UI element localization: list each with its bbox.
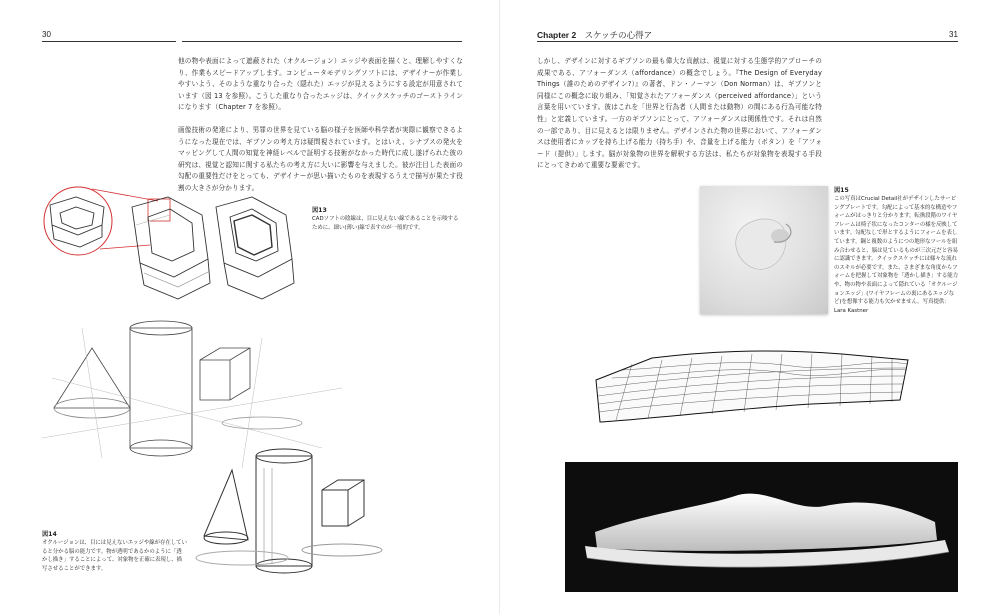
shaded-sketch: [196, 449, 382, 573]
body-text-left: [178, 56, 463, 195]
mesh-outline: [596, 351, 908, 422]
page-number-right: 31: [949, 30, 958, 39]
zoom-line-bottom: [100, 245, 150, 249]
plate-dimple: [700, 186, 828, 314]
page-number-left: 30: [42, 30, 51, 39]
plate-render-photo: [565, 462, 958, 592]
fig14-label: 図14: [42, 531, 57, 538]
fig15-caption-text: この写真はCrucial Detail社がデザインしたサービングプレートです。勾配によって基本的な構造やフォームがはっきりと分かります。転換段階のワイヤフレームは椅子状になったコンターの様を反映しています。勾配なしで形とするようにフォームを表しています。鋼と複数のようにつの地形なツールを組み合わせると、脳は見ているものが三次元だと容易に認識できます。クイックスケッチには様々な流れのスキルが必要です。また、さまざまな角度からフォームを把握して対象物を「透かし描き」する能力や、物の物や表面によって隠れている「オクルージョンエッジ」(ワイヤフレームの裏にあるエッジなど)を想像する能力も欠かせません。写真提供：Lara Kastner: [834, 196, 958, 314]
cad-block-2: [216, 197, 294, 299]
wireframe-sketch: [42, 321, 342, 468]
fig13-label: 図13: [312, 207, 327, 214]
fig15-plate-photo: [700, 186, 828, 314]
body-text-right: [537, 56, 822, 172]
fig13-caption-text: CADソフトの陰線は、目に見えない線であることを示唆するために、細い(薄い)線で表すのが一般的です。: [312, 216, 459, 231]
zoom-circle: [44, 187, 112, 255]
right-page: [500, 0, 1000, 614]
chapter-title: スケッチの心得ア: [584, 30, 653, 40]
fig13-illustration: [40, 185, 310, 305]
wireframe-mesh: [592, 338, 912, 428]
paragraph-2: 画像技術の発達により、男罪の世界を見ている脳の様子を医師や科学者が実際に観察できるようになった現在では、ギブソンの考え方は疑問視されています。とはいえ、シナプスの発火をマッピングして人間の知覚を神経レベルで証明する技術がなかった時代に成し遂げられた彼の研究は、視覚と認知に関する私たちの考え方に大いに影響を与えました。彼が注目した表面の勾配の重要性だけをとっても、デザイナーが思い描いたものを表現するうえで描写が果たす役割の大きさが分かります。: [178, 125, 463, 192]
chapter-heading: [537, 29, 652, 41]
header-rule-left: [42, 41, 176, 42]
header-rule-left-text: [182, 41, 462, 42]
fig14-caption-text: オクルージョンは、目には見えないエッジや線が存在していると分かる脳の能力です。物が透明であるかのように「透かし描き」することによって、対象物を正確に表現し、描写させることができます。: [42, 540, 187, 572]
fig15-caption: [834, 186, 960, 315]
fig13-caption: [312, 206, 462, 232]
chapter-label: Chapter 2: [537, 30, 577, 40]
header-rule-right-end: [835, 41, 958, 42]
fig14-caption: [42, 530, 187, 573]
paragraph-3: しかし、デザインに対するギブソンの最も偉大な貢献は、視覚に対する生態学的アプローチの成果である、アフォーダンス（affordance）の概念でしょう。『The Design of Everyday Things（誰のためのデザイン?）』の著者、ドン・ノーマン（Don Norman）は、ギブソンと同様にこの概念に取り組み、「知覚されたアフォーダンス（perceived affordance）」という言葉を用いています。彼はこれを「世界と行為者（人間または動物）の間にある行為可能な特性」と定義しています。一方のギブソンにとって、アフォーダンスは関係性です。それは自然の一部であり、目に見えるとは限りません。デザインされた物の世界において、アフォーダンスは使用者にカップを持ち上げる能力（持ち手）や、音量を上げる能力（ボタン）を「アフォード（提供）」します。脳が対象物の世界を解釈する方法は、私たちが対象物を表現する手段にとってきわめて重要な要素です。: [537, 57, 822, 170]
plate-render: [565, 462, 958, 592]
paragraph-1: 他の物や表面によって遮蔽された（オクルージョン）エッジや表面を描くと、理解しやすくなり、作業もスピードアップします。コンピュータモデリングソフトには、デザイナーが作業しやすいよう、そのような重なり合った（隠れた）エッジが見えるようにする設定が用意されています（図 13 を参照）。こうした重なり合ったエッジは、クイックスケッチのゴーストラインになります（Chapter 7 を参照）。: [178, 57, 463, 112]
cad-block-1: [132, 197, 210, 299]
fig15-label: 図15: [834, 187, 849, 194]
